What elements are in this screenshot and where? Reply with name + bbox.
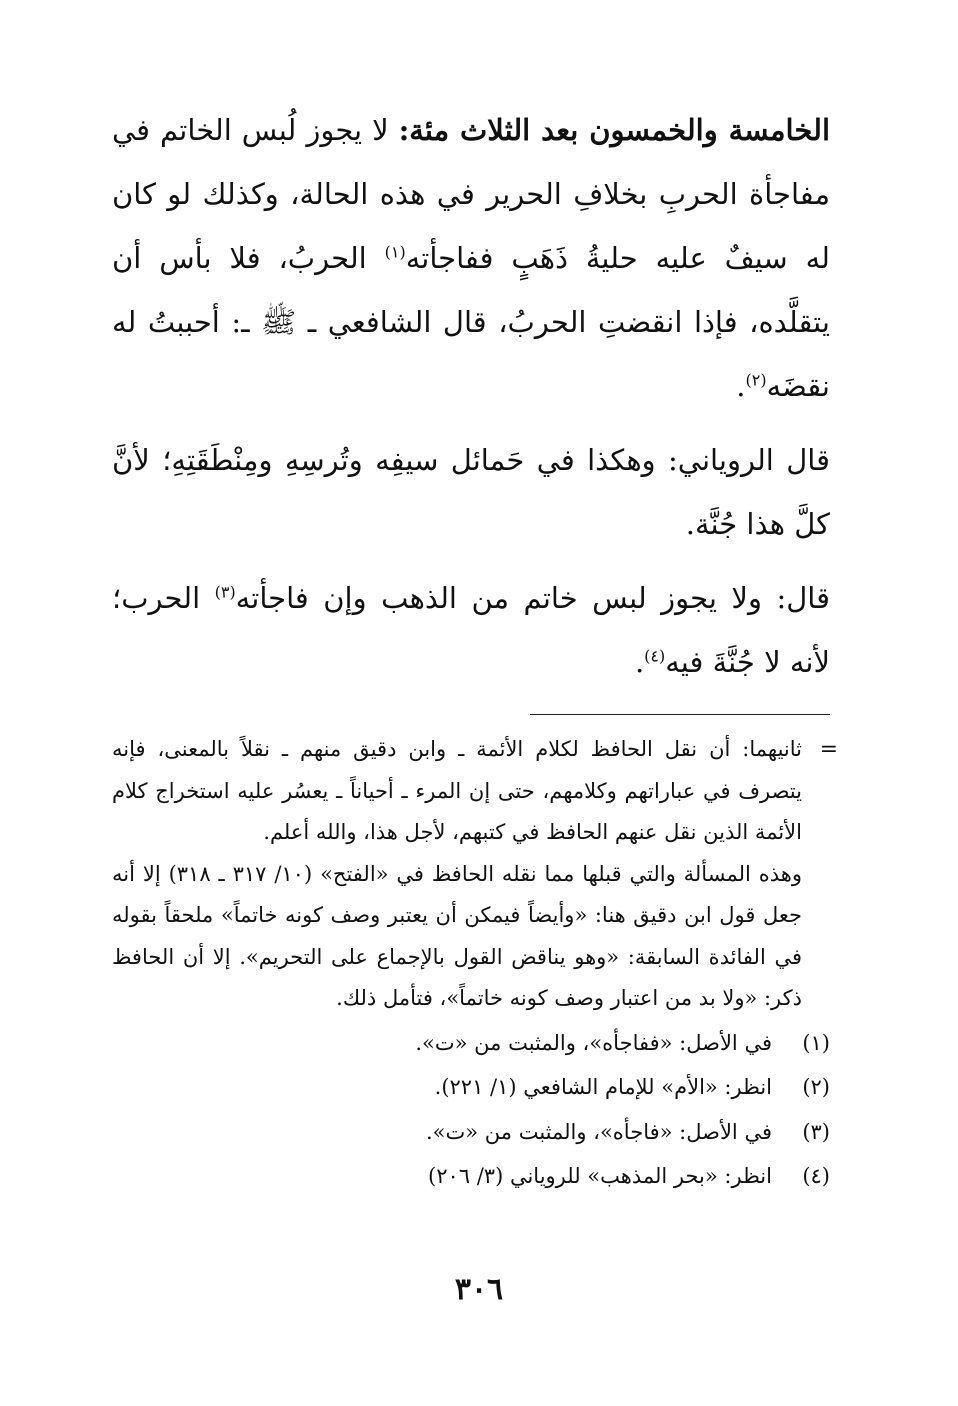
footnote-ref-1[interactable]: (١) (384, 242, 406, 262)
footnote-separator (530, 714, 830, 715)
paragraph-1-text-c: . (736, 369, 746, 403)
footnote-1-number: (١) (802, 1030, 830, 1055)
footnote-2-text: انظر: «الأم» للإمام الشافعي (١/ ٢٢١). (434, 1075, 772, 1099)
footnote-1 (112, 1023, 830, 1065)
paragraph-2: قال الروياني: وهكذا في حَمائل سيفِه وتُرسِهِ ومِنْطَقَتِهِ؛ لأنَّ كلَّ هذا جُنَّة. (112, 443, 830, 541)
paragraph-1-lead: الخامسة والخمسون بعد الثلاث مئة: (398, 113, 830, 147)
paragraph-3-text-a: قال: ولا يجوز لبس خاتم من الذهب وإن فاجأته (235, 581, 830, 615)
paragraph-1 (112, 98, 830, 418)
footnotes-section (112, 729, 838, 1198)
paragraph-1-text-b: الحربُ، فلا بأس أن يتقلَّده، فإذا انقضتِ الحربُ، قال الشافعي ـ ﷺ ـ: أحببتُ له نقضَه (112, 241, 830, 403)
paragraph-3 (112, 566, 830, 694)
footnote-3-text: في الأصل: «فاجأه»، والمثبت من «ت». (425, 1119, 772, 1144)
footnote-1-text: في الأصل: «ففاجأه»، والمثبت من «ت». (415, 1030, 772, 1055)
footnote-4-number: (٤) (802, 1164, 830, 1188)
continued-note-paragraph-2: وهذه المسألة والتي قبلها مما نقله الحافظ في «الفتح» (١٠/ ٣١٧ ـ ٣١٨) إلا أنه جعل قول ابن دقيق هنا: «وأيضاً فيمكن أن يعتبر وصف كونه خاتماً» ملحقاً بقوله في الفائدة السابقة: «وهو يناقض القول بالإجماع على التحريم». إلا أن الحافظ ذكر: «ولا بد من اعتبار وصف كونه خاتماً»، فتأمل ذلك. (112, 861, 802, 1010)
footnote-ref-2[interactable]: (٢) (745, 370, 767, 390)
footnote-4 (112, 1156, 830, 1198)
paragraph-3-text-b: الحرب؛ لأنه لا جُنَّةَ فيه (112, 581, 830, 679)
footnote-4-text: انظر: «بحر المذهب» للروياني (٣/ ٢٠٦) (427, 1164, 772, 1188)
paragraph-1-text-a: لا يجوز لُبس الخاتم في مفاجأة الحربِ بخلافِ الحرير في هذه الحالة، وكذلك لو كان له سيفٌ عليه حليةُ ذَهَبٍ ففاجأته (112, 113, 830, 275)
page (112, 98, 838, 1406)
footnote-3 (112, 1112, 830, 1154)
footnote-3-number: (٣) (802, 1119, 830, 1144)
paragraph-3-text-c: . (634, 645, 645, 679)
continuation-mark: = (819, 737, 838, 762)
footnote-2 (112, 1067, 830, 1109)
footnote-2-number: (٢) (802, 1075, 830, 1099)
main-text (112, 98, 830, 694)
footnote-ref-4[interactable]: (٤) (644, 646, 666, 666)
page-number: ٣٠٦ (454, 1272, 504, 1307)
continued-note-paragraph-1: ثانيهما: أن نقل الحافظ لكلام الأئمة ـ وابن دقيق منهم ـ نقلاً بالمعنى، فإنه يتصرف في عباراتهم وكلامهم، حتى إن المرء ـ أحياناً ـ يعسُر عليه استخراج كلام الأئمة الذين نقل عنهم الحافظ في كتبهم، لأجل هذا، والله أعلم. (112, 737, 802, 844)
footnote-ref-3[interactable]: (٣) (214, 582, 236, 602)
continued-note (112, 729, 838, 1020)
